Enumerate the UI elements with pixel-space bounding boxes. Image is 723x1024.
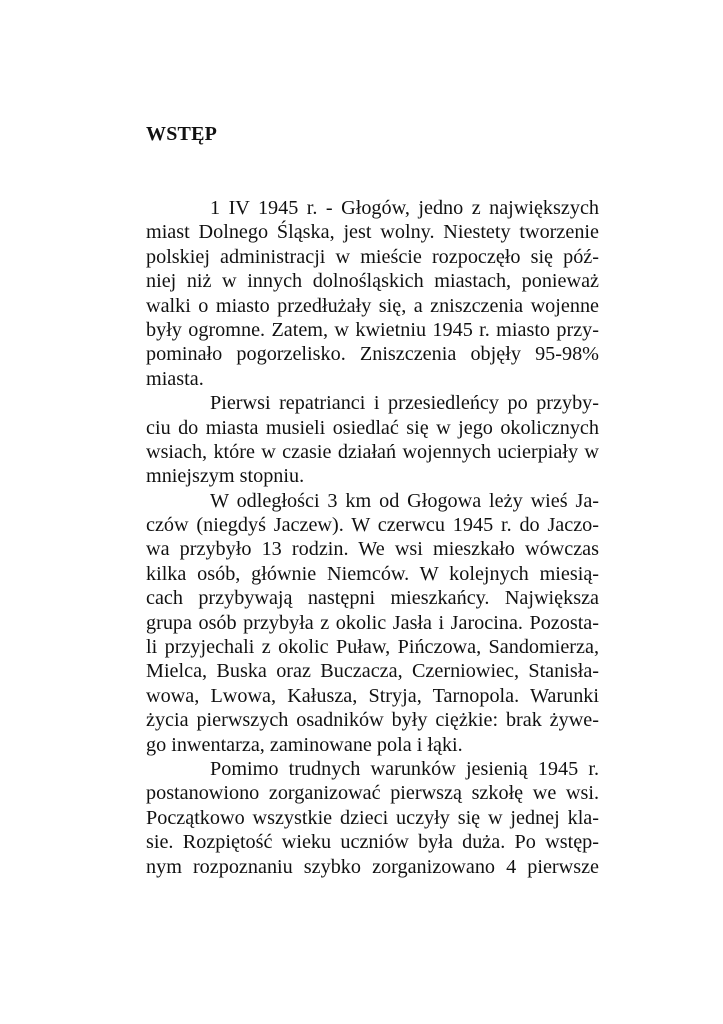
text-line: życia pierwszych osadników były ciężkie: brak żywe- bbox=[146, 709, 599, 732]
page-title: WSTĘP bbox=[146, 123, 218, 145]
text-line: wowa, Lwowa, Kałusza, Stryja, Tarnopola. Warunki bbox=[146, 684, 599, 707]
paragraph bbox=[146, 391, 599, 489]
text-line: go inwentarza, zaminowane pola i łąki. bbox=[146, 733, 463, 756]
text-line: sie. Rozpiętość wieku uczniów była duża. Po wstęp- bbox=[146, 831, 599, 854]
text-line: nym rozpoznaniu szybko zorganizowano 4 pierwsze bbox=[146, 855, 599, 878]
text-line: były ogromne. Zatem, w kwietniu 1945 r. miasto przy- bbox=[146, 318, 599, 341]
text-line: niej niż w innych dolnośląskich miastach, ponieważ bbox=[146, 270, 599, 293]
text-line: Początkowo wszystkie dzieci uczyły się w jednej kla- bbox=[146, 806, 599, 829]
paragraph bbox=[146, 489, 599, 757]
paragraph bbox=[146, 196, 599, 391]
text-line: mniejszym stopniu. bbox=[146, 465, 305, 488]
text-line: cach przybywają następni mieszkańcy. Największa bbox=[146, 587, 599, 610]
text-line: czów (niegdyś Jaczew). W czerwcu 1945 r. do Jaczo- bbox=[146, 514, 599, 537]
text-line: W odległości 3 km od Głogowa leży wieś Ja- bbox=[210, 489, 599, 512]
body-text bbox=[146, 196, 599, 879]
text-line: miasta. bbox=[146, 367, 204, 390]
text-line: Pierwsi repatrianci i przesiedleńcy po przyby- bbox=[210, 392, 599, 415]
text-line: li przyjechali z okolic Puław, Pińczowa, Sandomierza, bbox=[146, 636, 599, 659]
paragraph bbox=[146, 757, 599, 879]
text-line: Mielca, Buska oraz Buczacza, Czerniowiec, Stanisła- bbox=[146, 660, 599, 683]
text-line: pominało pogorzelisko. Zniszczenia objęły 95-98% bbox=[146, 343, 599, 366]
text-line: Pomimo trudnych warunków jesienią 1945 r. bbox=[210, 757, 599, 780]
text-line: walki o miasto przedłużały się, a zniszczenia wojenne bbox=[146, 294, 599, 317]
text-line: polskiej administracji w mieście rozpoczęło się póź- bbox=[146, 245, 599, 268]
text-line: wa przybyło 13 rodzin. We wsi mieszkało wówczas bbox=[146, 538, 599, 561]
text-line: wsiach, które w czasie działań wojennych ucierpiały w bbox=[146, 440, 599, 463]
text-line: ciu do miasta musieli osiedlać się w jego okolicznych bbox=[146, 416, 599, 439]
text-line: 1 IV 1945 r. - Głogów, jedno z największych bbox=[210, 197, 599, 219]
text-line: kilka osób, głównie Niemców. W kolejnych miesią- bbox=[146, 562, 599, 585]
text-line: grupa osób przybyła z okolic Jasła i Jarocina. Pozosta- bbox=[146, 611, 599, 634]
text-line: miast Dolnego Śląska, jest wolny. Niestety tworzenie bbox=[146, 221, 599, 244]
text-line: postanowiono zorganizować pierwszą szkołę we wsi. bbox=[146, 782, 599, 805]
